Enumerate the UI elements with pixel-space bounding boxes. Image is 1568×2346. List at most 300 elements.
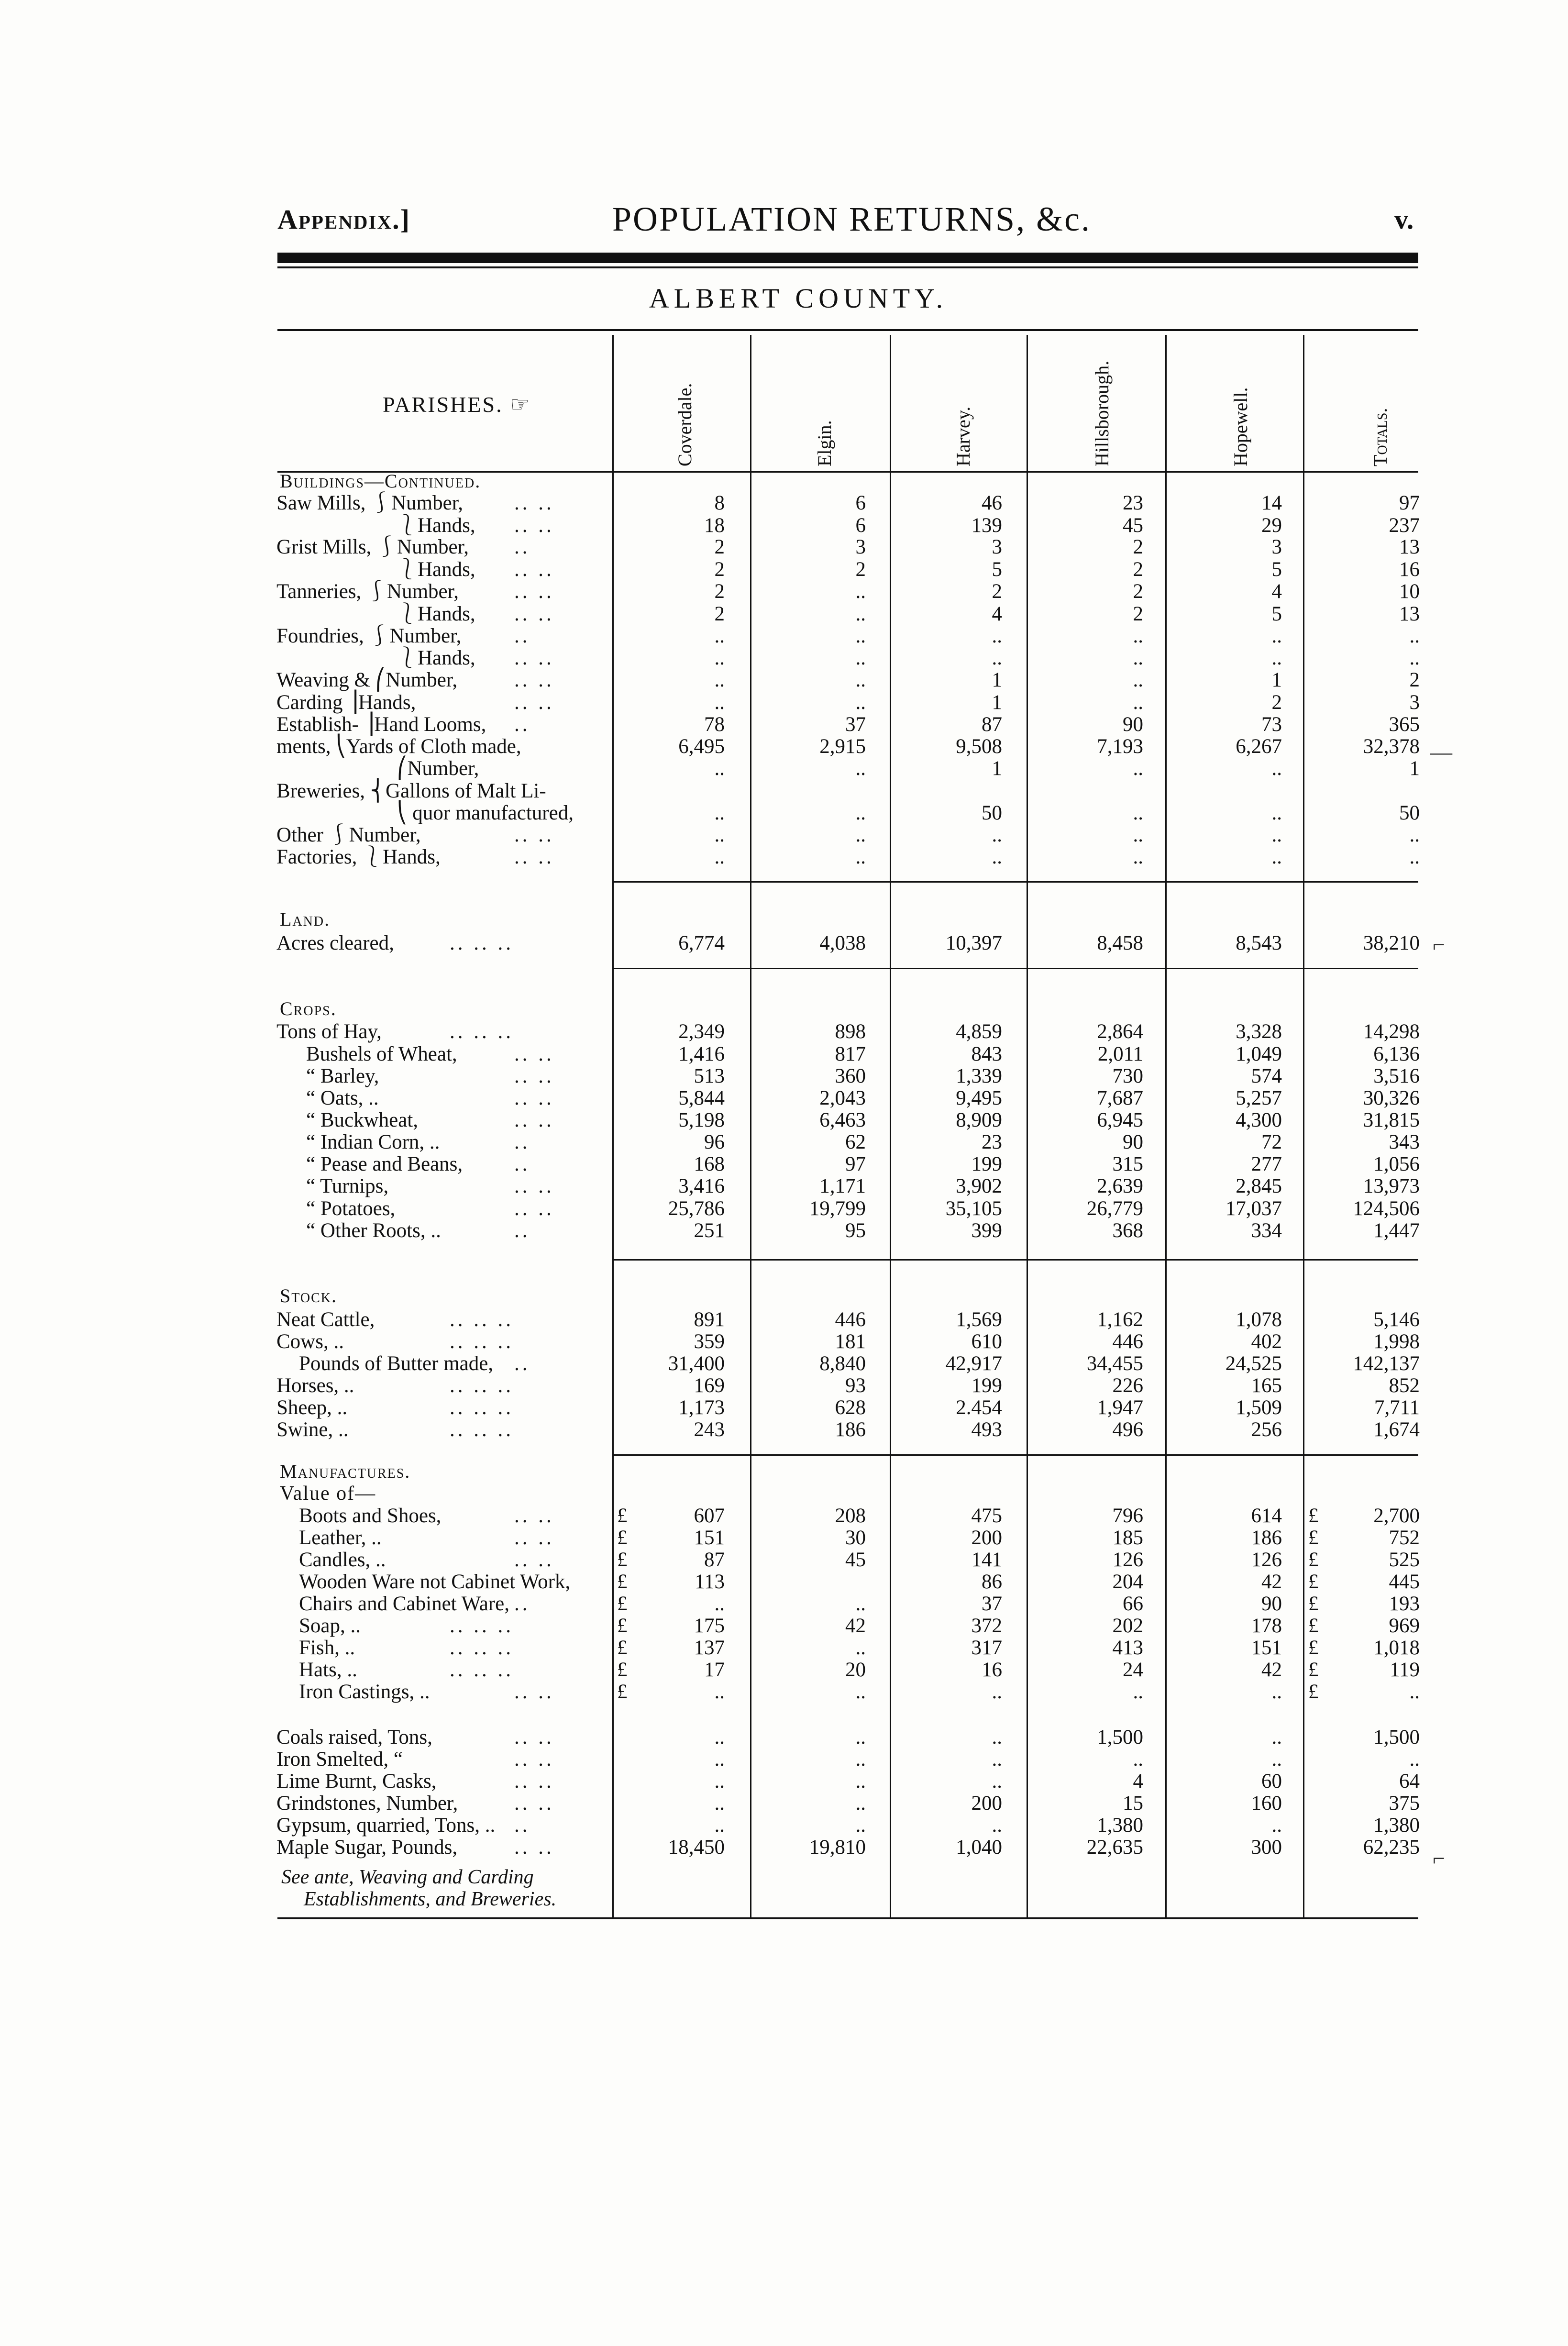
cell-totals: 62,235 [1363, 1836, 1420, 1859]
pound-sign: £ [1308, 1593, 1319, 1615]
cell-coverdale: .. [714, 1748, 725, 1771]
cell-hopewell: 2 [1271, 691, 1282, 714]
cell-elgin: 37 [845, 713, 866, 736]
cell-hopewell: 126 [1251, 1549, 1282, 1571]
cell-elgin: .. [855, 1726, 866, 1748]
row-label: ⎛Number, [397, 757, 479, 780]
cell-coverdale: 6,774 [678, 932, 725, 954]
cell-totals: 852 [1389, 1374, 1420, 1397]
row-leader-dots: .. [514, 1593, 530, 1615]
table-row [0, 647, 1568, 670]
cell-elgin: 1,171 [819, 1175, 866, 1197]
cell-hopewell: 1,078 [1236, 1308, 1282, 1331]
pound-sign: £ [617, 1505, 628, 1527]
table-row [0, 757, 1568, 780]
cell-elgin: .. [855, 669, 866, 691]
cell-totals: 13 [1399, 536, 1420, 558]
cell-coverdale: .. [714, 757, 725, 780]
cell-harvey: 843 [971, 1043, 1002, 1065]
row-leader-dots: .. .. [514, 647, 554, 669]
header-page-number: v. [1394, 204, 1414, 235]
cell-totals: 193 [1389, 1593, 1420, 1615]
row-label: Tons of Hay, [276, 1020, 382, 1043]
cell-harvey: 1 [992, 757, 1002, 780]
table-row [0, 1396, 1568, 1419]
cell-hillsborough: 126 [1112, 1549, 1143, 1571]
section-manufactures: Manufactures. [280, 1461, 411, 1482]
cell-harvey: 37 [982, 1593, 1002, 1615]
cell-hillsborough: .. [1133, 647, 1143, 669]
row-leader-dots: .. .. [514, 1175, 554, 1197]
cell-harvey: 5 [992, 558, 1002, 581]
row-label: “ Other Roots, .. [306, 1219, 441, 1242]
table-row [0, 580, 1568, 603]
cell-hillsborough: 185 [1112, 1527, 1143, 1549]
row-leader-dots: .. .. [514, 1087, 554, 1109]
cell-hillsborough: .. [1133, 1681, 1143, 1703]
cell-elgin: 2,043 [819, 1087, 866, 1109]
page-header [0, 200, 1568, 242]
table-row [0, 1681, 1568, 1704]
cell-elgin: 6 [855, 492, 866, 514]
cell-totals: .. [1409, 846, 1420, 868]
cell-coverdale: 78 [704, 713, 725, 736]
row-label: “ Oats, .. [306, 1087, 379, 1109]
cell-hopewell: .. [1271, 647, 1282, 669]
table-row [0, 1836, 1568, 1859]
cell-hillsborough: .. [1133, 824, 1143, 846]
pound-sign: £ [617, 1681, 628, 1703]
row-leader-dots: .. .. [514, 1836, 554, 1859]
cell-hopewell: 4,300 [1236, 1109, 1282, 1131]
separator-stock-end [613, 1454, 1418, 1456]
row-leader-dots: .. .. [514, 669, 554, 691]
row-label: Cows, .. [276, 1330, 344, 1353]
cell-elgin: 186 [835, 1418, 866, 1441]
cell-hopewell: 42 [1261, 1659, 1282, 1681]
row-label: Sheep, .. [276, 1396, 348, 1419]
cell-hopewell: .. [1271, 1681, 1282, 1703]
cell-hillsborough: .. [1133, 669, 1143, 691]
column-header-elgin: Elgin. [814, 420, 835, 466]
table-row [0, 1571, 1568, 1594]
cell-hopewell: 2,845 [1236, 1175, 1282, 1197]
cell-coverdale: 151 [694, 1527, 725, 1549]
table-row [0, 625, 1568, 648]
margin-mark-3: ⌐ [1433, 1846, 1445, 1870]
table-row [0, 1418, 1568, 1441]
cell-harvey: 1 [992, 669, 1002, 691]
cell-harvey: 199 [971, 1153, 1002, 1175]
row-label: Bushels of Wheat, [306, 1043, 457, 1065]
header-rule-thick [277, 253, 1418, 263]
row-label: Saw Mills, ⎰Number, [276, 492, 464, 514]
cell-harvey: 2.454 [956, 1396, 1002, 1419]
cell-coverdale: 513 [694, 1065, 725, 1087]
cell-hopewell: 334 [1251, 1219, 1282, 1242]
cell-harvey: 3,902 [956, 1175, 1002, 1197]
table-row [0, 669, 1568, 692]
cell-coverdale: 5,844 [678, 1087, 725, 1109]
cell-hillsborough: 26,779 [1086, 1197, 1143, 1220]
column-header-harvey: Harvey. [952, 406, 974, 466]
cell-coverdale: 2 [714, 580, 725, 603]
row-label: “ Indian Corn, .. [306, 1131, 440, 1153]
row-label: Chairs and Cabinet Ware, [299, 1593, 509, 1615]
row-leader-dots: .. .. [514, 1527, 554, 1549]
cell-hillsborough: 45 [1123, 514, 1143, 537]
cell-hillsborough: .. [1133, 691, 1143, 714]
cell-totals: 5,146 [1373, 1308, 1420, 1331]
cell-totals: 365 [1389, 713, 1420, 736]
cell-hillsborough: 796 [1112, 1505, 1143, 1527]
cell-harvey: 139 [971, 514, 1002, 537]
cell-harvey: 9,508 [956, 735, 1002, 758]
table-row [0, 691, 1568, 714]
pound-sign: £ [617, 1659, 628, 1681]
cell-harvey: 86 [982, 1571, 1002, 1593]
cell-totals: 38,210 [1363, 932, 1420, 954]
row-leader-dots: .. .. .. [450, 1615, 514, 1637]
cell-harvey: 475 [971, 1505, 1002, 1527]
cell-hillsborough: .. [1133, 757, 1143, 780]
cell-harvey: .. [992, 1770, 1002, 1793]
row-leader-dots: .. .. [514, 1681, 554, 1703]
row-label: Tanneries, ⎰Number, [276, 580, 459, 603]
cell-hillsborough: 2,011 [1097, 1043, 1143, 1065]
table-row [0, 1814, 1568, 1837]
header-rule-thin [277, 266, 1418, 268]
table-row [0, 1219, 1568, 1242]
row-leader-dots: .. [514, 1131, 530, 1153]
cell-totals: .. [1409, 824, 1420, 846]
margin-mark-2: ⌐ [1433, 932, 1445, 957]
cell-hopewell: 14 [1261, 492, 1282, 514]
separator-land [613, 881, 1418, 883]
cell-totals: 1,447 [1373, 1219, 1420, 1242]
cell-hopewell: .. [1271, 824, 1282, 846]
cell-coverdale: 2 [714, 558, 725, 581]
cell-hopewell: 165 [1251, 1374, 1282, 1397]
cell-hillsborough: 2,864 [1097, 1020, 1143, 1043]
cell-hopewell: 29 [1261, 514, 1282, 537]
cell-totals: 1,380 [1373, 1814, 1420, 1837]
cell-coverdale: 251 [694, 1219, 725, 1242]
cell-coverdale: .. [714, 691, 725, 714]
row-label: Lime Burnt, Casks, [276, 1770, 437, 1793]
cell-coverdale: 168 [694, 1153, 725, 1175]
cell-elgin: .. [855, 647, 866, 669]
cell-harvey: 42,917 [945, 1352, 1002, 1375]
cell-harvey: .. [992, 1814, 1002, 1837]
cell-harvey: 23 [982, 1131, 1002, 1153]
row-label: Pounds of Butter made, [299, 1352, 494, 1375]
cell-totals: .. [1409, 647, 1420, 669]
cell-hopewell: .. [1271, 757, 1282, 780]
row-leader-dots: .. [514, 536, 530, 558]
cell-hillsborough: 90 [1123, 713, 1143, 736]
header-title: POPULATION RETURNS, &c. [612, 200, 1092, 238]
cell-harvey: 141 [971, 1549, 1002, 1571]
row-leader-dots: .. .. [514, 1109, 554, 1131]
cell-elgin: .. [855, 1593, 866, 1615]
cell-elgin: 19,799 [809, 1197, 866, 1220]
cell-totals: 3,516 [1373, 1065, 1420, 1087]
cell-harvey: 1 [992, 691, 1002, 714]
column-header-hopewell: Hopewell. [1230, 387, 1251, 466]
cell-totals: 16 [1399, 558, 1420, 581]
cell-totals: 525 [1389, 1549, 1420, 1571]
table-row [0, 514, 1568, 537]
cell-hopewell: 60 [1261, 1770, 1282, 1793]
cell-elgin: 45 [845, 1549, 866, 1571]
cell-hillsborough: 1,380 [1097, 1814, 1143, 1837]
cell-elgin: .. [855, 824, 866, 846]
cell-hopewell: 614 [1251, 1505, 1282, 1527]
table-row [0, 1065, 1568, 1088]
cell-coverdale: 18,450 [668, 1836, 725, 1859]
pound-sign: £ [1308, 1571, 1319, 1593]
cell-harvey: .. [992, 625, 1002, 647]
cell-harvey: 199 [971, 1374, 1002, 1397]
row-leader-dots: .. .. [514, 1065, 554, 1087]
cell-elgin: .. [855, 580, 866, 603]
cell-totals: .. [1409, 625, 1420, 647]
row-label: ⎱Hands, [397, 603, 475, 625]
cell-hopewell: 90 [1261, 1593, 1282, 1615]
cell-hopewell: 17,037 [1225, 1197, 1282, 1220]
cell-elgin: .. [855, 691, 866, 714]
cell-totals: 6,136 [1373, 1043, 1420, 1065]
cell-harvey: 4 [992, 603, 1002, 625]
table-row [0, 713, 1568, 736]
cell-harvey: .. [992, 647, 1002, 669]
cell-harvey: 200 [971, 1527, 1002, 1549]
cell-elgin: 2 [855, 558, 866, 581]
row-label: Fish, .. [299, 1637, 355, 1659]
cell-totals: 343 [1389, 1131, 1420, 1153]
cell-elgin: .. [855, 603, 866, 625]
cell-totals: 13 [1399, 603, 1420, 625]
cell-coverdale: .. [714, 669, 725, 691]
cell-hopewell: .. [1271, 1748, 1282, 1771]
cell-coverdale: 18 [704, 514, 725, 537]
pound-sign: £ [1308, 1637, 1319, 1659]
cell-coverdale: 8 [714, 492, 725, 514]
cell-elgin: 628 [835, 1396, 866, 1419]
cell-elgin: 4,038 [819, 932, 866, 954]
pound-sign: £ [617, 1527, 628, 1549]
cell-hillsborough: 315 [1112, 1153, 1143, 1175]
row-label: Factories, ⎱Hands, [276, 846, 441, 868]
cell-harvey: 1,339 [956, 1065, 1002, 1087]
cell-harvey: 372 [971, 1615, 1002, 1637]
row-label: Maple Sugar, Pounds, [276, 1836, 458, 1859]
cell-elgin: .. [855, 1637, 866, 1659]
row-label: “ Potatoes, [306, 1197, 396, 1220]
row-label: Grist Mills, ⎰Number, [276, 536, 469, 558]
table-row [0, 1020, 1568, 1043]
section-buildings: Buildings—Continued. [280, 470, 481, 492]
cell-harvey: 317 [971, 1637, 1002, 1659]
table-row [0, 558, 1568, 581]
cell-harvey: 2 [992, 580, 1002, 603]
cell-hopewell: 3 [1271, 536, 1282, 558]
row-leader-dots: .. .. [514, 846, 554, 868]
table-row [0, 1593, 1568, 1616]
cell-totals: 969 [1389, 1615, 1420, 1637]
cell-hopewell: 186 [1251, 1527, 1282, 1549]
cell-hopewell: .. [1271, 625, 1282, 647]
cell-totals: 1,018 [1373, 1637, 1420, 1659]
cell-harvey: 16 [982, 1659, 1002, 1681]
cell-coverdale: 1,416 [678, 1043, 725, 1065]
cell-hillsborough: 7,193 [1097, 735, 1143, 758]
row-label: Establish- ⎟Hand Looms, [276, 713, 486, 736]
row-label: Boots and Shoes, [299, 1505, 442, 1527]
cell-harvey: 3 [992, 536, 1002, 558]
table-row [0, 1637, 1568, 1660]
row-label: ⎱Hands, [397, 558, 475, 581]
margin-mark-1: — [1430, 740, 1452, 764]
cell-elgin: 898 [835, 1020, 866, 1043]
pound-sign: £ [1308, 1681, 1319, 1703]
cell-hillsborough: 1,500 [1097, 1726, 1143, 1748]
table-row [0, 1197, 1568, 1220]
table-row [0, 536, 1568, 559]
cell-hopewell: 574 [1251, 1065, 1282, 1087]
cell-totals: 32,378 [1363, 735, 1420, 758]
cell-totals: 1,998 [1373, 1330, 1420, 1353]
cell-hillsborough: 226 [1112, 1374, 1143, 1397]
cell-hillsborough: 2,639 [1097, 1175, 1143, 1197]
cell-hopewell: .. [1271, 1726, 1282, 1748]
cell-elgin: 6 [855, 514, 866, 537]
cell-totals: 10 [1399, 580, 1420, 603]
cell-hillsborough: 24 [1123, 1659, 1143, 1681]
cell-coverdale: 17 [704, 1659, 725, 1681]
footnote-line-1: See ante, Weaving and Carding [281, 1866, 534, 1888]
row-label: Swine, .. [276, 1418, 349, 1441]
cell-elgin: 30 [845, 1527, 866, 1549]
row-label: Soap, .. [299, 1615, 361, 1637]
cell-coverdale: .. [714, 1681, 725, 1703]
row-leader-dots: .. .. [514, 1549, 554, 1571]
pound-sign: £ [1308, 1549, 1319, 1571]
cell-coverdale: 2 [714, 603, 725, 625]
table-row [0, 1153, 1568, 1176]
cell-coverdale: 3,416 [678, 1175, 725, 1197]
cell-elgin: .. [855, 1792, 866, 1815]
cell-harvey: 8,909 [956, 1109, 1002, 1131]
pound-sign: £ [617, 1571, 628, 1593]
cell-hillsborough: 446 [1112, 1330, 1143, 1353]
table-row [0, 1175, 1568, 1198]
row-label: Acres cleared, [276, 932, 394, 954]
row-label: ments, ⎝Yards of Cloth made, [276, 735, 521, 758]
cell-elgin: 42 [845, 1615, 866, 1637]
cell-totals: 2 [1409, 669, 1420, 691]
cell-harvey: .. [992, 1726, 1002, 1748]
table-row [0, 1131, 1568, 1154]
row-leader-dots: .. .. .. [450, 1396, 514, 1419]
cell-hopewell: 151 [1251, 1637, 1282, 1659]
section-stock: Stock. [280, 1285, 337, 1306]
cell-hopewell: 256 [1251, 1418, 1282, 1441]
cell-hillsborough: 66 [1123, 1593, 1143, 1615]
row-label: Leather, .. [299, 1527, 382, 1549]
cell-elgin: .. [855, 1748, 866, 1771]
row-label: Hats, .. [299, 1659, 357, 1681]
cell-coverdale: .. [714, 846, 725, 868]
cell-harvey: 9,495 [956, 1087, 1002, 1109]
cell-hillsborough: 2 [1133, 603, 1143, 625]
cell-coverdale: 87 [704, 1549, 725, 1571]
pound-sign: £ [1308, 1615, 1319, 1637]
row-label: Weaving & ⎛Number, [276, 669, 458, 691]
cell-coverdale: 2 [714, 536, 725, 558]
pound-sign: £ [617, 1637, 628, 1659]
cell-hillsborough: 202 [1112, 1615, 1143, 1637]
cell-totals: 1,674 [1373, 1418, 1420, 1441]
row-leader-dots: .. .. [514, 1505, 554, 1527]
cell-hopewell: 42 [1261, 1571, 1282, 1593]
cell-hopewell: 6,267 [1236, 735, 1282, 758]
table-row [0, 802, 1568, 825]
row-label: “ Barley, [306, 1065, 379, 1087]
cell-totals: 2,700 [1373, 1505, 1420, 1527]
cell-coverdale: 243 [694, 1418, 725, 1441]
table-row [0, 1109, 1568, 1132]
cell-harvey: .. [992, 824, 1002, 846]
row-leader-dots: .. .. [514, 580, 554, 603]
cell-totals: 375 [1389, 1792, 1420, 1815]
cell-totals: 64 [1399, 1770, 1420, 1793]
cell-hillsborough: .. [1133, 625, 1143, 647]
cell-totals: 142,137 [1353, 1352, 1420, 1375]
cell-hopewell: 8,543 [1236, 932, 1282, 954]
cell-hillsborough: .. [1133, 1748, 1143, 1771]
section-crops: Crops. [280, 998, 337, 1019]
row-leader-dots: .. .. [514, 1748, 554, 1771]
cell-hopewell: 300 [1251, 1836, 1282, 1859]
header-appendix: Appendix.] [277, 204, 410, 235]
row-leader-dots: .. [514, 625, 530, 647]
cell-totals: 1 [1409, 757, 1420, 780]
cell-hopewell: 1 [1271, 669, 1282, 691]
cell-elgin: 97 [845, 1153, 866, 1175]
row-leader-dots: .. .. .. [450, 1308, 514, 1331]
table-row [0, 1087, 1568, 1110]
row-leader-dots: .. .. .. [450, 1374, 514, 1397]
cell-totals: 752 [1389, 1527, 1420, 1549]
table-row [0, 1330, 1568, 1353]
cell-coverdale: .. [714, 1792, 725, 1815]
row-leader-dots: .. .. .. [450, 1330, 514, 1353]
separator-crops-end [613, 1259, 1418, 1261]
cell-harvey: .. [992, 1681, 1002, 1703]
table-row [0, 1043, 1568, 1066]
table-row [0, 1792, 1568, 1815]
cell-coverdale: 169 [694, 1374, 725, 1397]
row-leader-dots: .. .. .. [450, 1659, 514, 1681]
cell-hillsborough: 730 [1112, 1065, 1143, 1087]
cell-totals: 119 [1390, 1659, 1420, 1681]
cell-hillsborough: 413 [1112, 1637, 1143, 1659]
table-row [0, 492, 1568, 515]
cell-hillsborough: 8,458 [1097, 932, 1143, 954]
row-leader-dots: .. .. [514, 1043, 554, 1065]
